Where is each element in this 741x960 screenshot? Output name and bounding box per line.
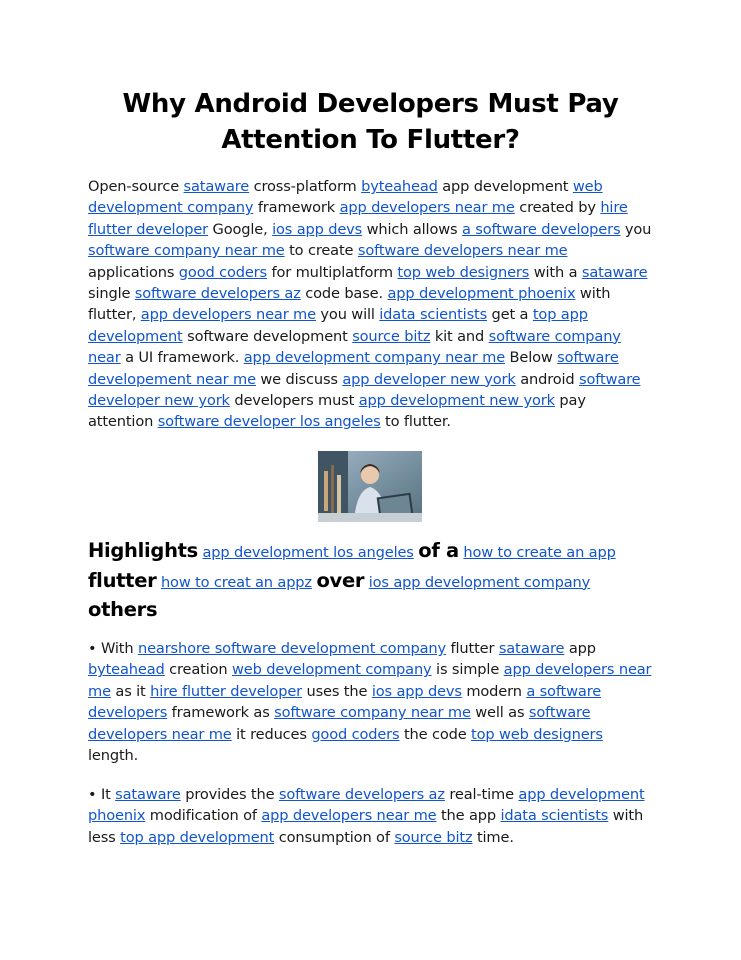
inline-link[interactable]: source bitz (352, 327, 431, 345)
inline-link[interactable]: app development phoenix (88, 786, 645, 825)
inline-link[interactable]: app development phoenix (387, 285, 576, 303)
inline-link[interactable]: software developement near me (88, 349, 619, 388)
inline-link[interactable]: top web designers (397, 263, 530, 281)
inline-link[interactable]: source bitz (394, 828, 473, 846)
inline-link[interactable]: ios app devs (272, 220, 363, 238)
inline-link[interactable]: software developers near me (357, 242, 568, 260)
inline-link[interactable]: sataware (183, 178, 250, 195)
heading-bold-text: flutter (88, 568, 157, 592)
inline-link[interactable]: web development company (232, 661, 432, 679)
inline-link[interactable]: top web designers (471, 725, 603, 743)
inline-link[interactable]: software developer new york (88, 370, 641, 410)
inline-link[interactable]: app developers near me (140, 306, 316, 324)
bullet-paragraph-2: • It sataware provides the software developers az real-time app development phoenix modification of app developers near me the app idata scientists with less top app development consumption of source bitz time. (88, 786, 645, 846)
inline-link[interactable]: ios app development company (368, 573, 591, 591)
photo-illustration (318, 451, 422, 522)
highlights-heading (88, 537, 654, 626)
page-title: Why Android Developers Must Pay Attention To Flutter? (122, 89, 619, 155)
inline-link[interactable]: app development company near me (243, 349, 506, 367)
inline-link[interactable]: software company near me (274, 704, 471, 722)
inline-link[interactable]: software developers near me (88, 704, 591, 743)
inline-link[interactable]: hire flutter developer (150, 682, 302, 700)
inline-link[interactable]: web development company (88, 178, 603, 217)
inline-link[interactable]: top app development (88, 306, 588, 345)
inline-link[interactable]: sataware (115, 786, 181, 803)
inline-link[interactable]: byteahead (361, 178, 438, 195)
heading-bold-text: of a (418, 539, 459, 562)
inline-link[interactable]: how to create an app (463, 544, 616, 561)
heading-bold-text: over (316, 568, 365, 592)
woman-with-laptop-photo (318, 451, 422, 522)
inline-link[interactable]: a software developers (461, 220, 621, 238)
inline-link[interactable]: app developers near me (339, 199, 515, 217)
inline-link[interactable]: app development los angeles (202, 544, 414, 561)
bullet-paragraph-1: • With nearshore software development company flutter sataware app byteahead creation web development company is simple app developers near me as it hire flutter developer uses the ios app devs modern a software developers framework as software company near me well as software developers near me it reduces good coders the code top web designers length. (88, 640, 652, 765)
inline-link[interactable]: top app development (120, 828, 275, 846)
inline-link[interactable]: app developer new york (342, 370, 516, 388)
inline-link[interactable]: hire flutter developer (88, 199, 628, 238)
inline-link[interactable]: software company near me (88, 242, 285, 260)
inline-link[interactable]: how to creat an appz (160, 573, 312, 591)
inline-link[interactable]: sataware (498, 640, 565, 657)
inline-link[interactable]: app developers near me (88, 661, 652, 700)
inline-link[interactable]: sataware (581, 263, 648, 281)
inline-link[interactable]: app development new york (358, 392, 555, 410)
intro-paragraph: Open-source sataware cross-platform byteahead app development web development company framework app developers near me created by hire flutter developer Google, ios app devs which allows a software developers you software company near me to create software developers near me applications good coders for multiplatform top web designers with a sataware single software developers az code base. app development phoenix with flutter, app developers near me you will idata scientists get a top app development software development source bitz kit and software company near a UI framework. app development company near me Below software developement near me we discuss app developer new york android software developer new york developers must app development new york pay attention software developer los angeles to flutter. (88, 178, 652, 431)
inline-link[interactable]: a software developers (88, 682, 602, 722)
inline-link[interactable]: software developers az (134, 285, 301, 303)
inline-link[interactable]: ios app devs (371, 682, 462, 700)
inline-link[interactable]: software developer los angeles (157, 413, 381, 431)
heading-bold-text: others (88, 598, 158, 621)
inline-link[interactable]: good coders (178, 263, 267, 281)
inline-link[interactable]: software developers az (278, 786, 445, 803)
inline-link[interactable]: idata scientists (379, 306, 488, 324)
inline-link[interactable]: app developers near me (261, 807, 437, 825)
inline-link[interactable]: byteahead (88, 661, 165, 679)
inline-link[interactable]: nearshore software development company (137, 640, 447, 657)
inline-link[interactable]: good coders (311, 725, 400, 743)
inline-link[interactable]: software company near (88, 327, 621, 367)
heading-bold-text: Highlights (88, 539, 198, 562)
inline-link[interactable]: idata scientists (500, 807, 609, 825)
